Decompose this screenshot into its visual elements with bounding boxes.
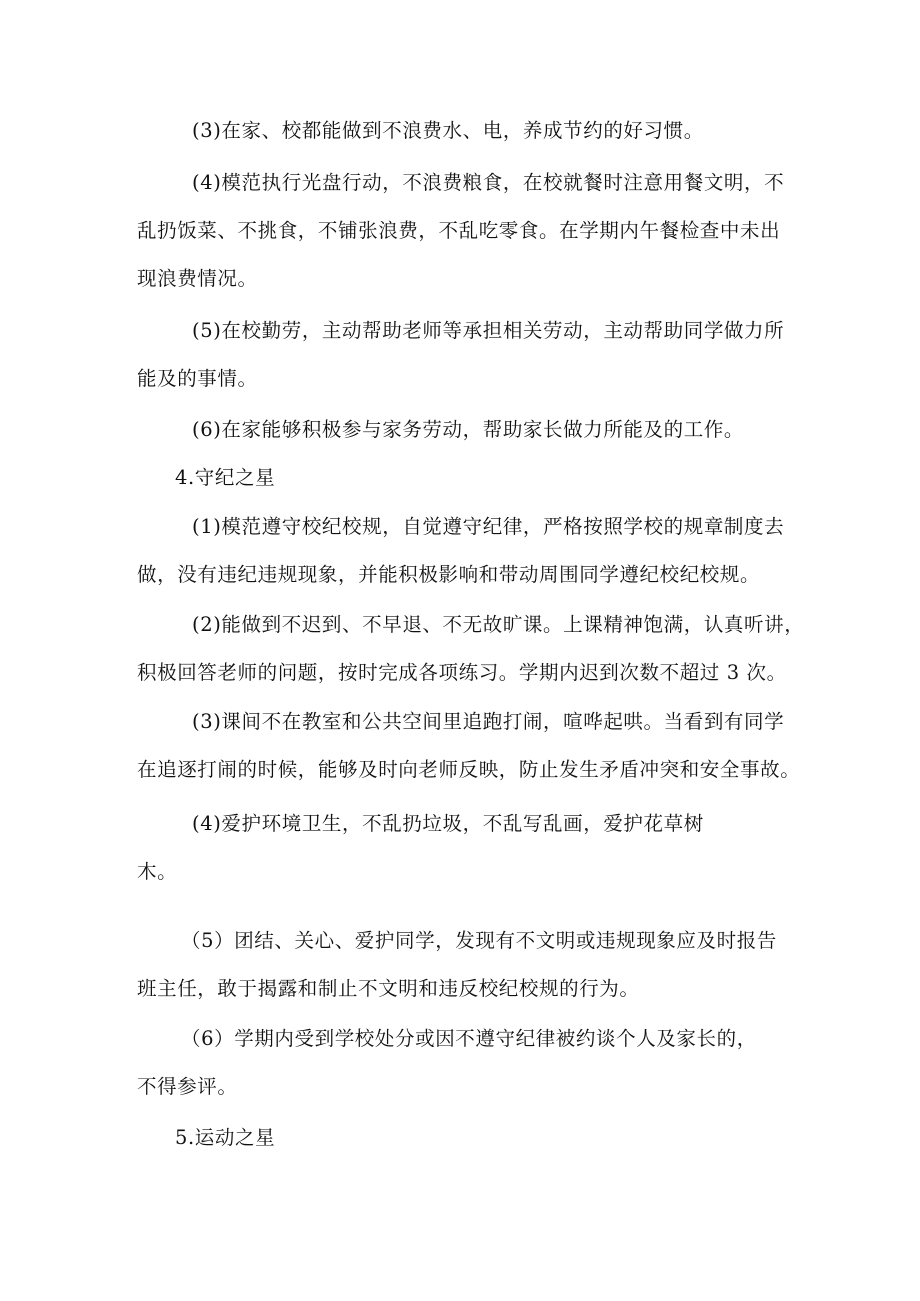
paragraph-line: （6）学期内受到学校处分或因不遵守纪律被约谈个人及家长的， [181,1027,757,1050]
paragraph-line: (5)在校勤劳，主动帮助老师等承担相关劳动，主动帮助同学做力所 [192,319,785,342]
paragraph-line: 能及的事情。 [137,367,258,390]
paragraph-line: (3)在家、校都能做到不浪费水、电，养成节约的好习惯。 [192,119,704,142]
paragraph-line: (2)能做到不迟到、不早退、不无故旷课。上课精神饱满，认真听讲， [192,613,805,636]
paragraph-line: 乱扔饭菜、不挑食，不铺张浪费，不乱吃零食。在学期内午餐检查中未出 [137,219,781,242]
paragraph-line: 积极回答老师的问题，按时完成各项练习。学期内迟到次数不超过 3 次。 [137,661,787,684]
paragraph-line: 做，没有违纪违规现象，并能积极影响和带动周围同学遵纪校纪校规。 [137,563,761,586]
paragraph-line: 班主任，敢于揭露和制止不文明和违反校纪校规的行为。 [137,977,640,1000]
paragraph-line: 现浪费情况。 [137,267,258,290]
paragraph-line: 不得参评。 [137,1075,238,1098]
paragraph-line: (3)课间不在教室和公共空间里追跑打闹，喧哗起哄。当看到有同学 [192,710,785,733]
section-heading: 4.守纪之星 [175,466,276,489]
paragraph-line: 在追逐打闹的时候，能够及时向老师反映，防止发生矛盾冲突和安全事故。 [137,758,801,781]
paragraph-line: (4)爱护环境卫生，不乱扔垃圾，不乱写乱画，爱护花草树 [192,812,704,835]
paragraph-line: (6)在家能够积极参与家务劳动，帮助家长做力所能及的工作。 [192,418,745,441]
section-heading: 5.运动之星 [175,1126,276,1149]
paragraph-line: (4)模范执行光盘行动，不浪费粮食，在校就餐时注意用餐文明，不 [192,171,785,194]
paragraph-line: (1)模范遵守校纪校规，自觉遵守纪律，严格按照学校的规章制度去 [192,515,785,538]
paragraph-line: 木。 [137,860,178,883]
paragraph-line: （5）团结、关心、爱护同学，发现有不文明或违规现象应及时报告 [181,929,777,952]
